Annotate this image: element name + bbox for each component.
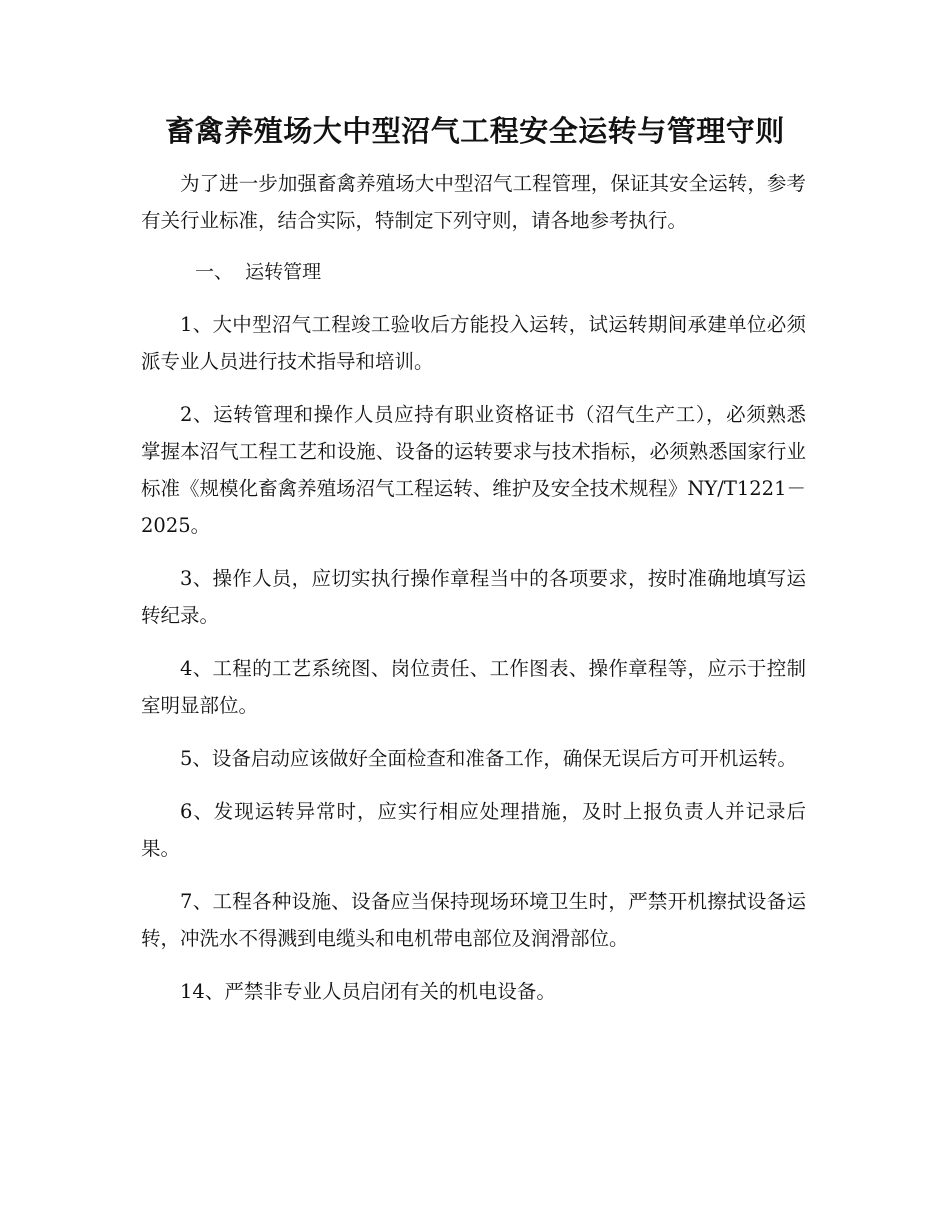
rule-item-2: 2、运转管理和操作人员应持有职业资格证书（沼气生产工），必须熟悉掌握本沼气工程工艺和设施、设备的运转要求与技术指标，必须熟悉国家行业标准《规模化畜禽养殖场沼气工程运转、维护及安全技术规程》NY/T1221－2025。 (141, 403, 806, 537)
document-title: 畜禽养殖场大中型沼气工程安全运转与管理守则 (165, 114, 785, 148)
rule-item-5: 5、设备启动应该做好全面检查和准备工作，确保无误后方可开机运转。 (180, 747, 797, 770)
rule-item-6: 6、发现运转异常时，应实行相应处理措施，及时上报负责人并记录后果。 (141, 800, 806, 860)
rule-item-4: 4、工程的工艺系统图、岗位责任、工作图表、操作章程等，应示于控制室明显部位。 (141, 657, 806, 717)
rule-item-1: 1、大中型沼气工程竣工验收后方能投入运转，试运转期间承建单位必须派专业人员进行技术指导和培训。 (141, 313, 806, 373)
section-heading: 一、 运转管理 (195, 261, 322, 283)
rule-item-3: 3、操作人员，应切实执行操作章程当中的各项要求，按时准确地填写运转纪录。 (141, 567, 806, 627)
document-body (141, 165, 806, 1026)
rule-item-14: 14、严禁非专业人员启闭有关的机电设备。 (180, 980, 556, 1003)
rule-item-7: 7、工程各种设施、设备应当保持现场环境卫生时，严禁开机擦拭设备运转，冲洗水不得溅到电缆头和电机带电部位及润滑部位。 (141, 890, 806, 950)
intro-paragraph: 为了进一步加强畜禽养殖场大中型沼气工程管理，保证其安全运转，参考有关行业标准，结合实际，特制定下列守则，请各地参考执行。 (141, 172, 806, 232)
